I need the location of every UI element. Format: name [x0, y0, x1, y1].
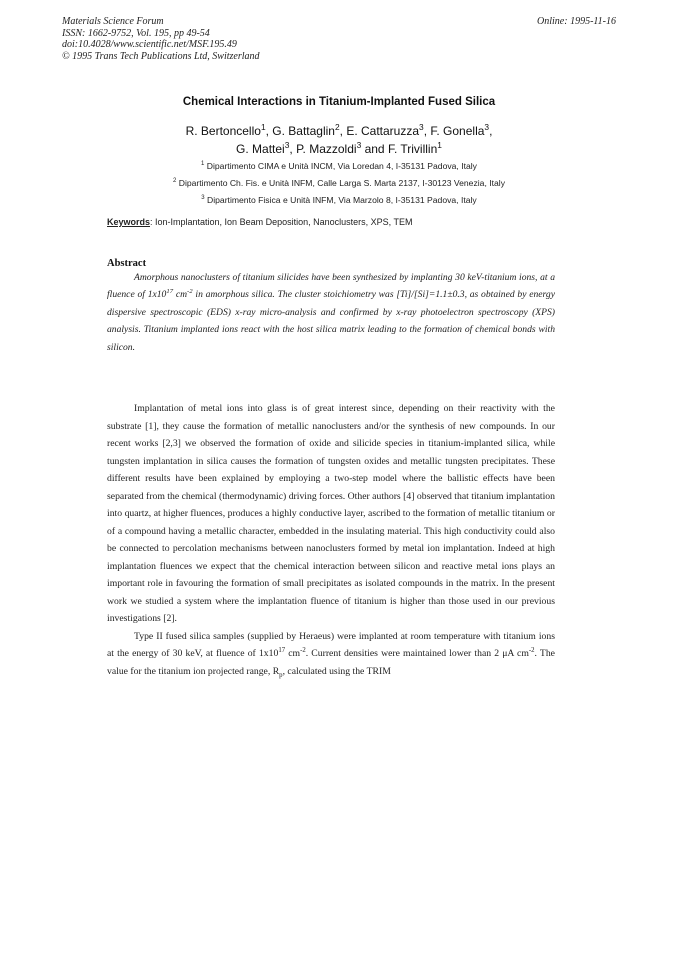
author-affiliation-mark: 1: [260, 122, 266, 132]
affiliation-text: Dipartimento CIMA e Unità INCM, Via Loredan 4, I-35131 Padova, Italy: [206, 161, 477, 171]
author-name: F. Gonella: [430, 124, 485, 138]
abstract-heading: Abstract: [107, 258, 147, 269]
author-affiliation-mark: 3: [419, 122, 424, 132]
affiliation-text: Dipartimento Ch. Fis. e Unità INFM, Calle Larga S. Marta 2137, I-30123 Venezia, Italy: [178, 178, 505, 188]
affiliation-item: [0, 175, 678, 192]
affiliation-number: 2: [173, 178, 177, 185]
keywords-label: Keywords: [107, 217, 151, 227]
body-subscript: p: [279, 671, 283, 679]
author-name: G. Battaglin: [272, 124, 335, 138]
author-line-2: [0, 140, 678, 158]
author-affiliation-mark: 1: [437, 140, 442, 150]
affiliation-number: 3: [201, 195, 205, 202]
author-name: G. Mattei: [236, 142, 285, 156]
copyright-line: © 1995 Trans Tech Publications Ltd, Switzerland: [62, 50, 260, 62]
affiliation-text: Dipartimento Fisica e Unità INFM, Via Marzolo 8, I-35131 Padova, Italy: [207, 195, 477, 205]
body-superscript: -2: [300, 646, 306, 654]
body-fragment: , calculated using the TRIM: [282, 665, 391, 677]
author-separator: ,: [423, 124, 431, 138]
abstract-fragment: cm: [173, 289, 188, 301]
body-paragraph-2: [107, 628, 555, 681]
author-list: [0, 122, 678, 158]
body-fragment: . The value for the titanium ion projected range, R: [107, 648, 555, 677]
body-fragment: cm: [285, 648, 301, 659]
keywords-line: [107, 217, 412, 227]
affiliation-item: [0, 192, 678, 209]
abstract-fragment: Amorphous nanoclusters of titanium silicides have been synthesized by implanting 30 keV-titanium ions, at a fluence of 1x10: [107, 272, 555, 301]
author-affiliation-mark: 3: [484, 122, 490, 132]
author-name: E. Cattaruzza: [346, 124, 420, 138]
issn-line: ISSN: 1662-9752, Vol. 195, pp 49-54: [62, 27, 210, 39]
abstract-superscript: -2: [187, 288, 193, 296]
abstract-text: [107, 269, 555, 356]
author-separator: ,: [339, 124, 347, 138]
author-separator: and: [361, 142, 388, 156]
author-name: F. Trivillin: [387, 142, 438, 156]
author-name: R. Bertoncello: [185, 124, 261, 138]
affiliation-list: [0, 158, 678, 209]
author-separator: ,: [265, 124, 273, 138]
body-superscript: -2: [528, 646, 535, 654]
body-paragraph-1: Implantation of metal ions into glass is of great interest since, depending on their reactivity with the substrate [1], they cause the formation of metallic nanoclusters and/or the synthesis of new compounds. In our recent works [2,3] we observed the formation of oxide and silicide species in titanium-implanted silica, while tungsten implantation in silica causes the formation of tungsten oxides and metallic tungsten precipitates. These different results have been explained by employing a two-step model where the ballistic effects have been separated from the chemical (thermodynamic) driving forces. Other authors [4] observed that titanium implantation into quartz, at higher fluences, produces a highly conductive layer, ascribed to the formation of metallic titanium or of a compound having a metallic character, embedded in the insulating material. This high conductivity could also be connected to percolation mechanisms between nanoclusters formed by metal ion implantation. Indeed at high implantation fluences we expect that the chemical interaction between silicon and reactive metal ions plays an important role in favouring the formation of small precipitates as isolated compounds in the matrix. In the present work we studied a system where the implantation fluence of titanium is higher than those used in our previous investigations [2].: [107, 403, 555, 624]
body-superscript: 17: [278, 646, 286, 654]
paper-title: Chemical Interactions in Titanium-Implanted Fused Silica: [182, 96, 496, 108]
author-name: P. Mazzoldi: [296, 142, 357, 156]
body-text: [107, 400, 555, 680]
author-affiliation-mark: 2: [334, 122, 340, 132]
author-affiliation-mark: 3: [284, 140, 290, 150]
abstract-fragment: in amorphous silica. The cluster stoichiometry was [Ti]/[Si]=1.1±0.3, as obtained by energy dispersive spectroscopic (EDS) x-ray micro-analysis and confirmed by x-ray photoelectron spectroscopy (XPS) analysis. Titanium implanted ions react with the host silica matrix leading to the formation of chemical bonds with silicon.: [107, 289, 555, 353]
body-fragment: . Current densities were maintained lower than 2 μA cm: [305, 648, 529, 659]
keywords-text: : Ion-Implantation, Ion Beam Deposition, Nanoclusters, XPS, TEM: [150, 217, 413, 227]
body-fragment: Type II fused silica samples (supplied by Heraeus) were implanted at room temperature with titanium ions at the energy of 30 keV, at fluence of 1x10: [107, 630, 555, 659]
author-line-1: [0, 122, 678, 140]
journal-header: [62, 16, 260, 62]
author-separator: ,: [489, 124, 493, 138]
abstract-superscript: 17: [166, 288, 174, 296]
author-affiliation-mark: 3: [356, 140, 362, 150]
affiliation-number: 1: [201, 161, 205, 168]
author-separator: ,: [289, 142, 297, 156]
doi-line[interactable]: doi:10.4028/www.scientific.net/MSF.195.49: [62, 39, 237, 50]
journal-name: Materials Science Forum: [62, 16, 164, 27]
online-date: Online: 1995-11-16: [537, 16, 616, 27]
affiliation-item: [0, 158, 678, 175]
